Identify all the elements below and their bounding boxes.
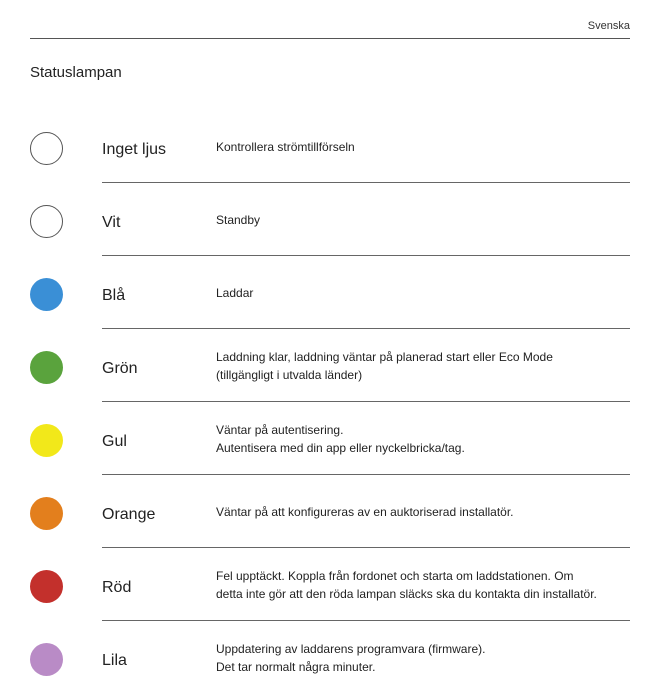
status-description-line: Väntar på autentisering. (216, 422, 344, 437)
language-label: Svenska (587, 20, 630, 32)
header-divider (30, 38, 630, 39)
status-description (216, 256, 630, 329)
status-color-name: Grön (102, 360, 138, 377)
status-description-line: Autentisera med din app eller nyckelbricka/tag. (216, 440, 465, 455)
status-row (30, 402, 630, 475)
status-description (216, 110, 630, 183)
status-description-line: Det tar normalt några minuter. (216, 659, 376, 674)
status-color-name: Vit (102, 214, 121, 231)
status-color-name: Blå (102, 287, 126, 304)
status-light-icon (30, 570, 63, 603)
status-description-line: (tillgängligt i utvalda länder) (216, 367, 363, 382)
status-row (30, 475, 630, 548)
status-light-list (30, 110, 630, 694)
status-description-line: Uppdatering av laddarens programvara (firmware). (216, 641, 486, 656)
status-description-line: detta inte gör att den röda lampan släcks ska du kontakta din installatör. (216, 586, 597, 601)
status-light-icon (30, 643, 63, 676)
status-row (30, 183, 630, 256)
status-light-icon (30, 205, 63, 238)
status-description (216, 183, 630, 256)
status-description-line: Standby (216, 212, 261, 227)
status-color-name: Gul (102, 433, 127, 450)
status-row (30, 329, 630, 402)
status-light-icon (30, 424, 63, 457)
status-description-line: Kontrollera strömtillförseln (216, 139, 355, 154)
status-row (30, 110, 630, 183)
status-description-line: Väntar på att konfigureras av en auktoriserad installatör. (216, 504, 514, 519)
status-row (30, 256, 630, 329)
status-description (216, 621, 630, 694)
status-row (30, 548, 630, 621)
status-light-icon (30, 132, 63, 165)
status-light-icon (30, 351, 63, 384)
status-description (216, 548, 630, 621)
status-color-name: Orange (102, 506, 156, 523)
status-color-name: Röd (102, 579, 132, 596)
status-description-line: Laddning klar, laddning väntar på planerad start eller Eco Mode (216, 349, 553, 364)
status-description-line: Fel upptäckt. Koppla från fordonet och starta om laddstationen. Om (216, 568, 574, 583)
section-title: Statuslampan (30, 64, 122, 81)
status-color-name: Lila (102, 652, 127, 669)
status-color-name: Inget ljus (102, 141, 167, 158)
status-light-icon (30, 278, 63, 311)
status-light-icon (30, 497, 63, 530)
status-description (216, 402, 630, 475)
status-row (30, 621, 630, 694)
status-description (216, 329, 630, 402)
status-description-line: Laddar (216, 285, 254, 300)
status-description (216, 475, 630, 548)
